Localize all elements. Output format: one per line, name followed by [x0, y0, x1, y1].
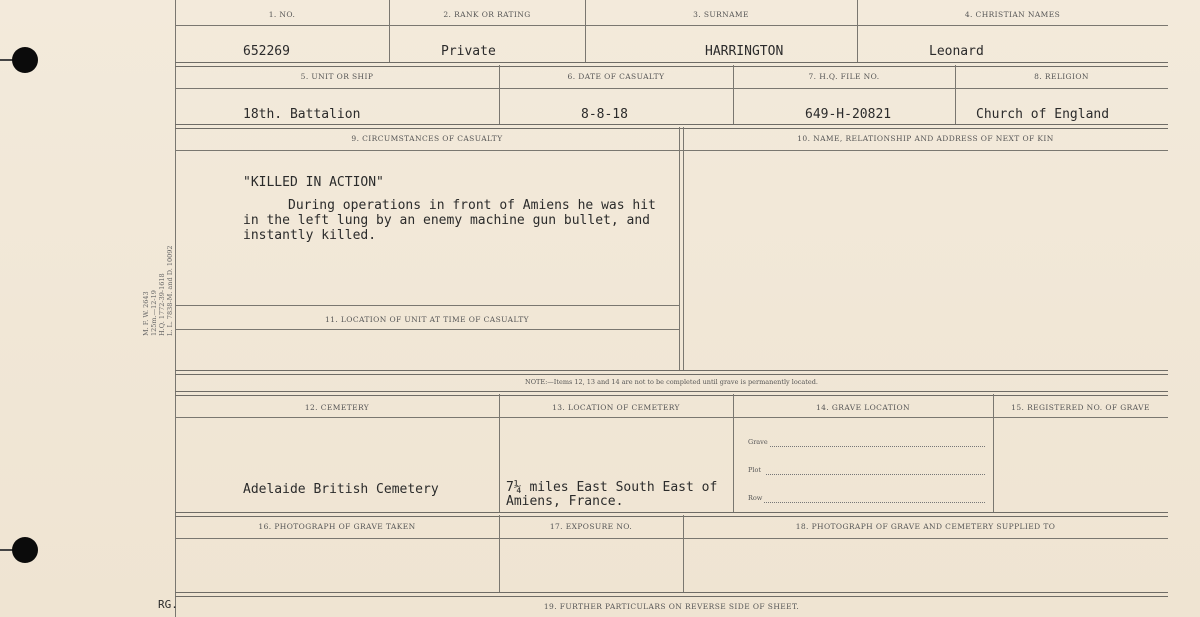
rule — [175, 88, 1168, 89]
header-exposure: 17. EXPOSURE NO. — [549, 522, 633, 531]
rule — [175, 305, 679, 306]
grave-label: Grave — [748, 438, 768, 446]
margin-print-2: 125m.—12-19 — [150, 290, 158, 336]
header-religion: 8. RELIGION — [1034, 72, 1089, 81]
rule — [175, 150, 1168, 151]
header-date: 6. DATE OF CASUALTY — [567, 72, 665, 81]
margin-print-1: M. F. W. 2643 — [142, 291, 150, 336]
row-label: Row — [748, 494, 763, 502]
value-no: 652269 — [243, 44, 290, 59]
rule — [683, 127, 684, 370]
value-religion: Church of England — [976, 107, 1110, 122]
header-location-unit: 11. LOCATION OF UNIT AT TIME OF CASUALTY — [325, 315, 529, 324]
punch-hole-top — [12, 47, 38, 73]
header-photo-taken: 16. PHOTOGRAPH OF GRAVE TAKEN — [258, 522, 416, 531]
value-location-cemetery-1: 7¼ miles East South East of — [506, 480, 718, 495]
grave-line — [770, 446, 985, 447]
header-further-particulars: 19. FURTHER PARTICULARS ON REVERSE SIDE OF SHEET. — [543, 602, 800, 611]
margin-print-4: L. L. 7838-M. and D. 10092 — [166, 245, 174, 336]
header-surname: 3. SURNAME — [693, 10, 749, 19]
header-registered-no: 15. REGISTERED NO. OF GRAVE — [1011, 403, 1150, 412]
rule — [175, 329, 679, 330]
header-christian-names: 4. CHRISTIAN NAMES — [964, 10, 1061, 19]
header-circumstances: 9. CIRCUMSTANCES OF CASUALTY — [351, 134, 503, 143]
margin-print-3: H.Q. 1772-39-1618 — [158, 273, 166, 336]
header-grave-location: 14. GRAVE LOCATION — [815, 403, 911, 412]
rule-double — [175, 62, 1168, 67]
value-rank: Private — [441, 44, 496, 59]
circumstances-title: "KILLED IN ACTION" — [243, 175, 384, 190]
value-christian-names: Leonard — [929, 44, 984, 59]
row-line — [764, 502, 985, 503]
rule-double — [175, 124, 1168, 129]
value-hq-file: 649-H-20821 — [805, 107, 892, 122]
header-no: 1. NO. — [268, 10, 296, 19]
plot-label: Plot — [748, 466, 761, 474]
rule — [175, 25, 1168, 26]
header-next-of-kin: 10. NAME, RELATIONSHIP AND ADDRESS OF NEXT OF KIN — [797, 134, 1054, 143]
value-surname: HARRINGTON — [705, 44, 784, 59]
header-hq-file: 7. H.Q. FILE NO. — [808, 72, 880, 81]
rule-double — [175, 391, 1168, 396]
header-photo-supplied: 18. PHOTOGRAPH OF GRAVE AND CEMETERY SUPPLIED TO — [795, 522, 1056, 531]
circumstances-line-1: During operations in front of Amiens he was hit — [288, 198, 656, 213]
rule-double — [175, 592, 1168, 597]
rule — [175, 417, 1168, 418]
header-location-cemetery: 13. LOCATION OF CEMETERY — [552, 403, 680, 412]
initials: RG. — [158, 598, 178, 611]
value-unit: 18th. Battalion — [243, 107, 361, 122]
value-cemetery: Adelaide British Cemetery — [243, 482, 439, 497]
circumstances-line-2: in the left lung by an enemy machine gun bullet, and — [243, 213, 650, 228]
value-location-cemetery-2: Amiens, France. — [506, 494, 624, 509]
completion-note: NOTE:—Items 12, 13 and 14 are not to be completed until grave is permanently located. — [525, 378, 818, 386]
punch-hole-bottom — [12, 537, 38, 563]
rule-double — [175, 370, 1168, 375]
header-unit: 5. UNIT OR SHIP — [300, 72, 374, 81]
rule — [175, 538, 1168, 539]
plot-line — [766, 474, 985, 475]
header-rank: 2. RANK OR RATING — [443, 10, 531, 19]
circumstances-line-3: instantly killed. — [243, 228, 377, 243]
value-date: 8-8-18 — [581, 107, 628, 122]
header-cemetery: 12. CEMETERY — [304, 403, 370, 412]
rule — [679, 127, 680, 370]
rule-double — [175, 512, 1168, 517]
